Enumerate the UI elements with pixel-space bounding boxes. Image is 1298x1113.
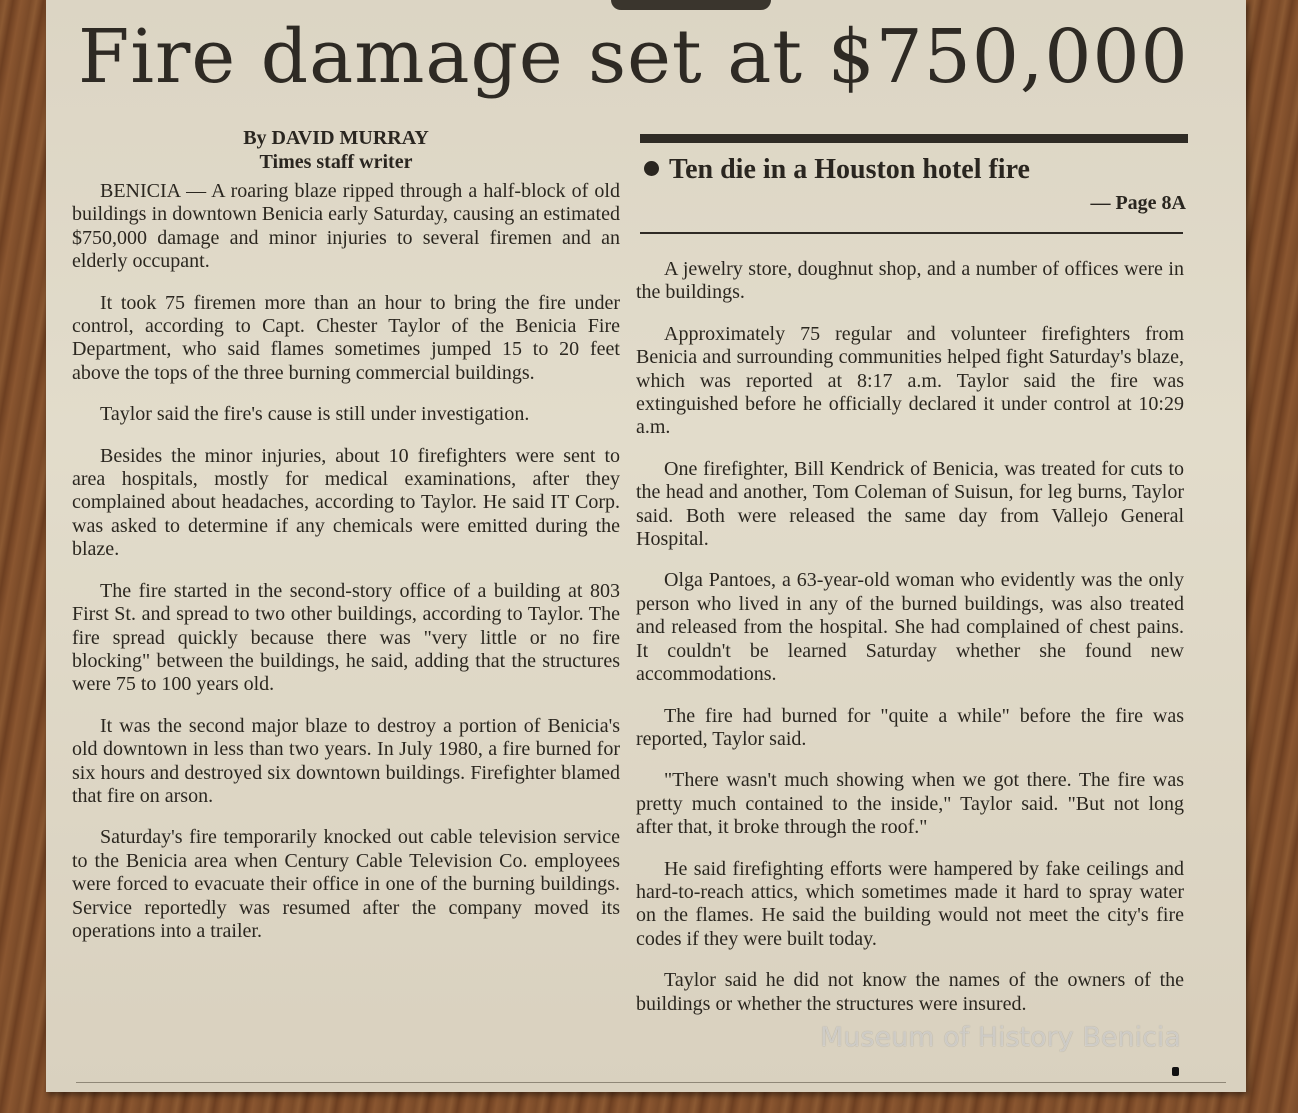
teaser-top-rule: [640, 134, 1188, 143]
paragraph: It was the second major blaze to destroy a portion of Benicia's old downtown in less than two years. In July 1980, a fire burned for six hours and destroyed six downtown buildings. Firefighter blamed that fire on arson.: [72, 714, 620, 807]
teaser-page-ref: — Page 8A: [1090, 192, 1186, 214]
byline-role: Times staff writer: [259, 151, 413, 173]
teaser-bottom-rule: [640, 232, 1183, 234]
paragraph: The fire started in the second-story office of a building at 803 First St. and spread to two other buildings, according to Taylor. The fire spread quickly because there was "very little or no fire blocking" between the buildings, he said, adding that the structures were 75 to 100 years old.: [72, 579, 620, 696]
teaser-box: [644, 154, 1184, 186]
previous-headline-fragment: [611, 0, 771, 10]
paragraph: "There wasn't much showing when we got there. The fire was pretty much contained to the inside," Taylor said. "But not long after that, it broke through the roof.": [636, 769, 1184, 839]
paragraph: The fire had burned for "quite a while" before the fire was reported, Taylor said.: [636, 704, 1184, 750]
bullet-icon: [644, 161, 659, 176]
article-column-right: [636, 258, 1184, 1034]
paragraph: BENICIA — A roaring blaze ripped through a half-block of old buildings in downtown Benicia early Saturday, causing an estimated $750,000 damage and minor injuries to several firemen and an elderly occupant.: [72, 180, 620, 273]
teaser-text: Ten die in a Houston hotel fire: [669, 154, 1030, 185]
newspaper-clipping: [46, 0, 1246, 1092]
headline: Fire damage set at $750,000: [78, 14, 1189, 100]
paragraph: Approximately 75 regular and volunteer firefighters from Benicia and surrounding communities helped fight Saturday's blaze, which was reported at 8:17 a.m. Taylor said the fire was extinguished before he officially declared it under control at 10:29 a.m.: [636, 322, 1184, 439]
article-column-left: [72, 180, 620, 961]
byline-author: By DAVID MURRAY: [243, 127, 429, 149]
paragraph: Taylor said he did not know the names of the owners of the buildings or whether the structures were insured.: [636, 969, 1184, 1015]
ink-mark: [1172, 1067, 1179, 1076]
byline: [146, 126, 526, 174]
paragraph: Besides the minor injuries, about 10 firefighters were sent to area hospitals, mostly for medical examinations, after they complained about headaches, according to Taylor. He said IT Corp. was asked to determine if any chemicals were emitted during the blaze.: [72, 444, 620, 561]
paragraph: He said firefighting efforts were hampered by fake ceilings and hard-to-reach attics, which sometimes made it hard to spray water on the flames. He said the building would not meet the city's fire codes if they were built today.: [636, 857, 1184, 950]
paragraph: One firefighter, Bill Kendrick of Benicia, was treated for cuts to the head and another, Tom Coleman of Suisun, for leg burns, Taylor said. Both were released the same day from Vallejo General Hospital.: [636, 457, 1184, 551]
paragraph: Olga Pantoes, a 63-year-old woman who evidently was the only person who lived in any of the burned buildings, was also treated and released from the hospital. She had complained of chest pains. It couldn't be learned Saturday whether she found new accommodations.: [636, 569, 1184, 686]
paragraph: Saturday's fire temporarily knocked out cable television service to the Benicia area when Century Cable Television Co. employees were forced to evacuate their office in one of the burning buildings. Service reportedly was resumed after the company moved its operations into a trailer.: [72, 826, 620, 942]
bottom-rule: [76, 1082, 1226, 1083]
paragraph: It took 75 firemen more than an hour to bring the fire under control, according to Capt. Chester Taylor of the Benicia Fire Department, who said flames sometimes jumped 15 to 20 feet above the tops of the three burning commercial buildings.: [72, 291, 620, 384]
paragraph: A jewelry store, doughnut shop, and a number of offices were in the buildings.: [636, 258, 1184, 304]
paragraph: Taylor said the fire's cause is still under investigation.: [100, 403, 530, 426]
watermark: Museum of History Benicia: [820, 1022, 1181, 1053]
